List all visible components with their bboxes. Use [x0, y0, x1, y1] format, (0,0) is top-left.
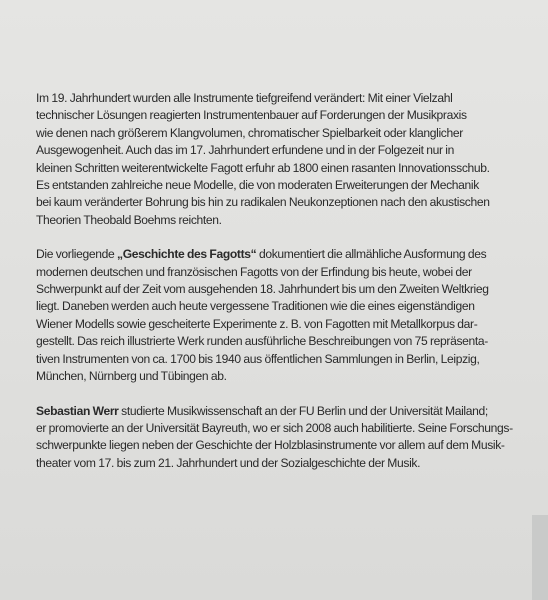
text-line: München, Nürnberg und Tübingen ab. [36, 369, 227, 384]
paragraph-author-bio [36, 403, 516, 473]
text-run: dokumentiert die allmähliche Ausformung des [256, 247, 487, 262]
text-line: kleinen Schritten weiterentwickelte Fagott erfuhr ab 1800 einen rasanten Innovationsschub. [36, 160, 490, 175]
text-line: wie denen nach größerem Klangvolumen, chromatischer Spielbarkeit oder klanglicher [36, 125, 463, 140]
edge-band [532, 515, 548, 600]
text-line [36, 403, 516, 420]
text-line: Theorien Theobald Boehms reichten. [36, 212, 222, 227]
text-line: modernen deutschen und französischen Fagotts von der Erfindung bis heute, wobei der [36, 264, 472, 279]
text-line: Es entstanden zahlreiche neue Modelle, die von moderaten Erweiterungen der Mechanik [36, 178, 479, 193]
text-line: liegt. Daneben werden auch heute vergessene Traditionen wie die eines eigenständigen [36, 299, 475, 314]
text-line [36, 246, 516, 263]
text-line: Im 19. Jahrhundert wurden alle Instrumente tiefgreifend verändert: Mit einer Vielzahl [36, 91, 453, 105]
text-line: schwerpunkte liegen neben der Geschichte der Holzblasinstrumente vor allem auf dem Musik- [36, 438, 505, 453]
paragraph-intro [36, 90, 516, 229]
text-line: tiven Instrumenten von ca. 1700 bis 1940 aus öffentlichen Sammlungen in Berlin, Leipzig, [36, 351, 480, 366]
text-line: Schwerpunkt auf der Zeit vom ausgehenden 18. Jahrhundert bis um den Zweiten Weltkrieg [36, 282, 489, 297]
text-line: gestellt. Das reich illustrierte Werk runden ausführliche Beschreibungen von 75 repräsenta- [36, 334, 488, 349]
author-name: Sebastian Werr [36, 403, 119, 418]
text-line: technischer Lösungen reagierten Instrumentenbauer auf Forderungen der Musikpraxis [36, 108, 467, 123]
text-line: er promovierte an der Universität Bayreuth, wo er sich 2008 auch habilitierte. Seine Forschungs- [36, 420, 513, 435]
text-run: Die vorliegende [36, 247, 117, 262]
text-run: studierte Musikwissenschaft an der FU Berlin und der Universität Mailand; [118, 403, 488, 418]
text-line: theater vom 17. bis zum 21. Jahrhundert und der Sozialgeschichte der Musik. [36, 455, 421, 470]
paragraph-book-description [36, 246, 516, 385]
blurb-text [36, 90, 516, 472]
text-line: bei kaum veränderter Bohrung bis hin zu radikalen Neukonzeptionen nach den akustischen [36, 195, 490, 210]
book-title: „Geschichte des Fagotts“ [117, 247, 257, 262]
text-line: Wiener Modells sowie gescheiterte Experimente z. B. von Fagotten mit Metallkorpus dar- [36, 316, 478, 331]
text-line: Ausgewogenheit. Auch das im 17. Jahrhundert erfundene und in der Folgezeit nur in [36, 143, 454, 158]
